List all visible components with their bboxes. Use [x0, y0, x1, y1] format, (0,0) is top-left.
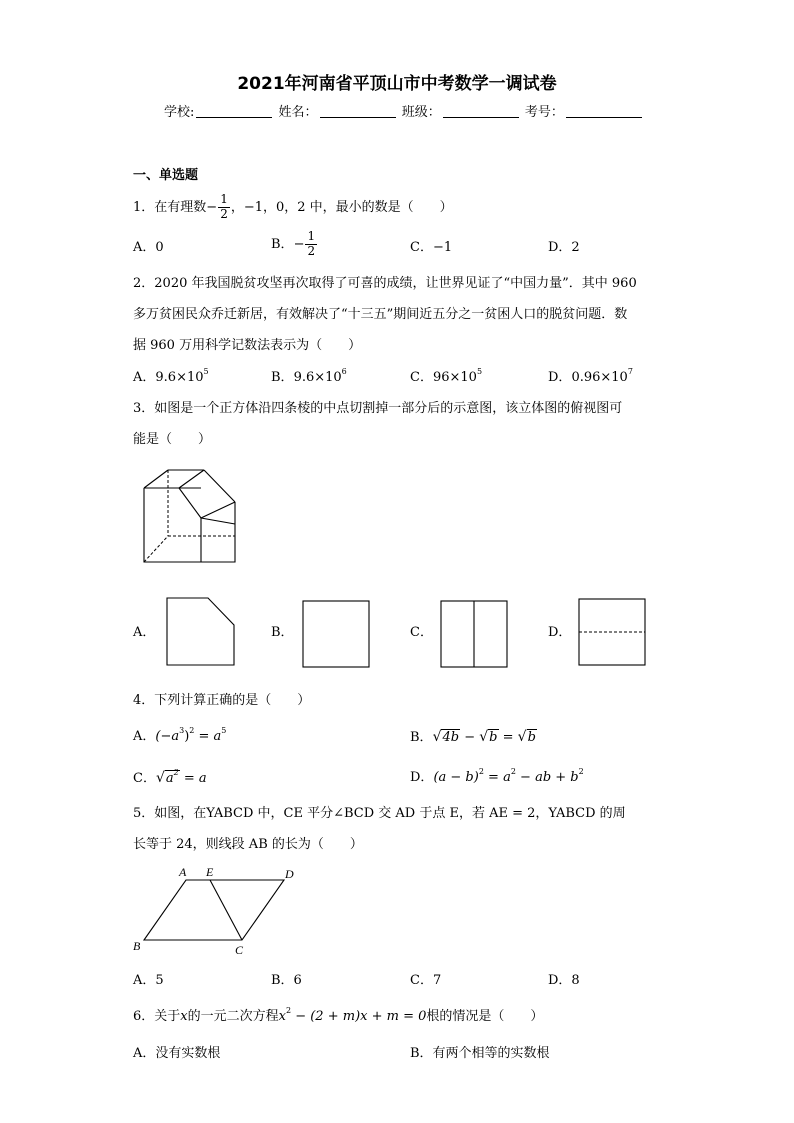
q4-c-exp: 2	[173, 768, 179, 777]
q2-d-base: 0.96×10	[571, 370, 628, 385]
q5-option-a[interactable]: A．5	[133, 973, 164, 988]
q4-b-radicand-3: b	[527, 730, 536, 745]
q4-b-radicand-2: b	[489, 730, 498, 745]
label-D: D	[285, 867, 294, 881]
q5-option-b[interactable]: B．6	[271, 973, 302, 988]
school-label: 学校:	[164, 105, 195, 120]
q3-option-a[interactable]: A．	[133, 625, 156, 640]
q1-b-minus: −	[293, 236, 305, 252]
q4-d-expr3: − ab + b	[515, 770, 579, 785]
q2-d-label: D．	[548, 370, 572, 385]
name-label: 姓名：	[278, 105, 318, 120]
q1-option-b[interactable]	[271, 230, 318, 259]
q2-c-label: C．	[410, 370, 433, 385]
q1-b-num: 1	[307, 229, 316, 243]
q4-b-minus: −	[460, 730, 480, 745]
q6-eq-2: − (2 + m)x + m = 0	[291, 1009, 427, 1024]
q4-b-radicand-1: 4b	[442, 730, 460, 745]
q4-c-label: C．	[133, 771, 156, 786]
q5-line-2: 长等于 24，则线段 AB 的长为（ ）	[133, 837, 363, 852]
q4-b-eq: =	[498, 730, 518, 745]
q4-b-label: B．	[410, 730, 433, 745]
q1-frac-num: 1	[220, 192, 228, 206]
q1-b-fraction	[305, 230, 317, 259]
q2-a-exp: 5	[203, 367, 209, 376]
class-blank[interactable]	[443, 105, 519, 118]
q3-option-a-figure[interactable]	[166, 597, 236, 667]
q4-c-base: a	[165, 771, 174, 786]
q1-text: 1．在有理数	[133, 199, 207, 215]
number-blank[interactable]	[566, 105, 642, 118]
q2-d-exp: 7	[627, 367, 633, 376]
q1-frac-den: 2	[220, 206, 228, 221]
q4-a-expr3: = a	[194, 729, 222, 744]
q4-d-exp1: 2	[478, 767, 484, 776]
q5-line-1: 5．如图，在YABCD 中，CE 平分∠BCD 交 AD 于点 E，若 AE = 2，YABCD 的周	[133, 806, 626, 821]
student-info-line	[164, 105, 644, 121]
sqrt-icon: √	[479, 729, 489, 745]
q4-c-radicand	[165, 770, 180, 787]
q1-fraction	[218, 193, 230, 222]
q4-a-expr1: (−a	[155, 729, 180, 744]
q1-b-label: B．	[271, 236, 294, 252]
q2-a-label: A．	[133, 370, 156, 385]
q2-b-exp: 6	[341, 367, 347, 376]
sqrt-icon: √	[517, 729, 527, 745]
q6-stem	[133, 1006, 544, 1025]
q4-d-expr1: (a − b)	[433, 770, 479, 785]
q1-rest: ，−1，0，2 中，最小的数是（ ）	[230, 199, 453, 215]
q3-option-b[interactable]: B．	[271, 625, 294, 640]
q2-c-base: 96×10	[432, 370, 477, 385]
q6-option-b[interactable]: B．有两个相等的实数根	[410, 1046, 550, 1061]
q1-b-den: 2	[307, 243, 316, 258]
q2-b-base: 9.6×10	[293, 370, 342, 385]
q3-option-d-figure[interactable]	[578, 598, 648, 668]
q5-option-c[interactable]: C．7	[410, 973, 442, 988]
q4-d-exp3: 2	[578, 767, 584, 776]
q2-line-1: 2．2020 年我国脱贫攻坚再次取得了可喜的成绩，让世界见证了“中国力量”．其中 960	[133, 276, 637, 291]
q2-line-2: 多万贫困民众乔迁新居，有效解决了“十三五”期间近五分之一贫困人口的脱贫问题．数	[133, 307, 628, 322]
label-C: C	[235, 943, 244, 957]
q6-x: x	[180, 1009, 188, 1024]
q2-option-d[interactable]	[548, 367, 633, 386]
number-label: 考号：	[524, 105, 564, 120]
q4-a-exp1: 3	[179, 726, 185, 735]
page-title: 2021年河南省平顶山市中考数学一调试卷	[237, 74, 557, 94]
q4-option-b[interactable]	[410, 729, 537, 746]
q1-minus: −	[206, 199, 218, 215]
name-blank[interactable]	[320, 105, 396, 118]
q2-c-exp: 5	[476, 367, 483, 376]
q6-eq-1: x	[278, 1009, 286, 1024]
q3-option-b-figure[interactable]	[302, 600, 372, 670]
q1-option-c[interactable]: C．−1	[410, 240, 453, 255]
q4-a-label: A．	[133, 729, 156, 744]
q1-option-d[interactable]: D．2	[548, 240, 580, 255]
label-A: A	[179, 865, 187, 879]
q3-line-1: 3．如图是一个正方体沿四条棱的中点切割掉一部分后的示意图，该立体图的俯视图可	[133, 401, 623, 416]
q2-line-3: 据 960 万用科学记数法表示为（ ）	[133, 338, 362, 353]
q3-option-c[interactable]: C．	[410, 625, 433, 640]
label-E: E	[206, 865, 214, 879]
q4-a-exp3: 5	[221, 726, 227, 735]
section-heading: 一、单选题	[133, 168, 199, 183]
q4-c-eq: = a	[179, 771, 207, 786]
q4-d-expr2: = a	[483, 770, 511, 785]
question-1-stem	[133, 193, 453, 222]
q4-option-a[interactable]	[133, 726, 227, 745]
q4-d-label: D．	[410, 770, 434, 785]
q2-option-c[interactable]	[410, 367, 483, 386]
q2-a-base: 9.6×10	[155, 370, 204, 385]
q5-parallelogram-figure	[130, 864, 300, 960]
sqrt-icon: √	[155, 770, 165, 786]
q2-b-label: B．	[271, 370, 294, 385]
q4-option-d[interactable]	[410, 767, 584, 786]
q6-option-a[interactable]: A．没有实数根	[133, 1046, 221, 1061]
q4-a-expr2: )	[184, 729, 190, 744]
q2-option-a[interactable]	[133, 367, 209, 386]
q6-eq-exp: 2	[285, 1006, 292, 1015]
q6-stem-2: 的一元二次方程	[187, 1009, 279, 1024]
q4-d-exp2: 2	[510, 767, 516, 776]
school-blank[interactable]	[196, 105, 272, 118]
q4-option-c[interactable]	[133, 770, 207, 787]
q6-stem-1: 6．关于	[133, 1009, 181, 1024]
label-B: B	[133, 939, 141, 953]
sqrt-icon: √	[432, 729, 442, 745]
class-label: 班级：	[401, 105, 441, 120]
q3-option-d[interactable]: D．	[548, 625, 572, 640]
q5-option-d[interactable]: D．8	[548, 973, 580, 988]
q1-option-a[interactable]: A．0	[133, 240, 164, 255]
q4-a-exp2: 2	[189, 726, 195, 735]
q4-stem: 4．下列计算正确的是（ ）	[133, 693, 311, 708]
q3-line-2: 能是（ ）	[133, 432, 212, 447]
q3-option-c-figure[interactable]	[440, 600, 510, 670]
q2-option-b[interactable]	[271, 367, 347, 386]
q6-stem-3: 根的情况是（ ）	[426, 1009, 544, 1024]
q3-cube-figure	[140, 468, 240, 568]
